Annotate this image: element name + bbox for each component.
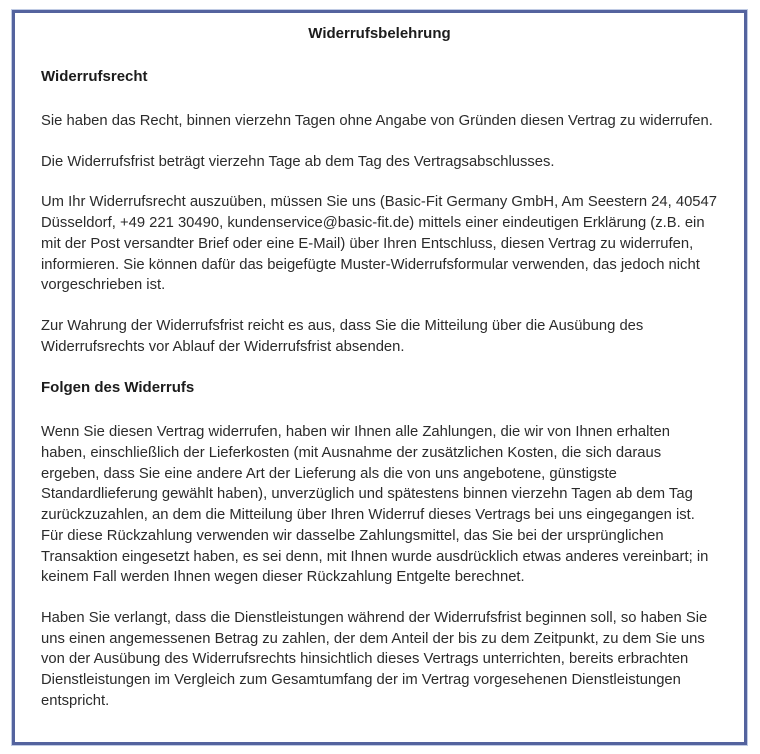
section-heading: Widerrufsrecht (41, 68, 148, 85)
section-folgen-des-widerrufs (41, 377, 718, 711)
section-widerrufsrecht (41, 66, 718, 357)
paragraph: Um Ihr Widerrufsrecht auszuüben, müssen Sie uns (Basic-Fit Germany GmbH, Am Seestern 24, 40547 Düsseldorf, +49 221 30490, kundenservice@basic-fit.de) mittels einer eindeutigen Erklärung (z.B. ein mit der Post versandter Brief oder eine E-Mail) über Ihren Entschluss, diesen Vertrag zu widerrufen, informieren. Sie können dafür das beigefügte Muster-Widerrufsformular verwenden, das jedoch nicht vorgeschrieben ist. (41, 194, 717, 294)
paragraph: Haben Sie verlangt, dass die Dienstleistungen während der Widerrufsfrist beginnen soll, so haben Sie uns einen angemessenen Betrag zu zahlen, der dem Anteil der bis zu dem Zeitpunkt, zu dem Sie uns von der Ausübung des Widerrufsrechts hinsichtlich dieses Vertrags unterrichten, bereits erbrachten Dienstleistungen im Vergleich zum Gesamtumfang der im Vertrag vorgesehenen Dienstleistungen entspricht. (41, 609, 708, 709)
paragraph: Wenn Sie diesen Vertrag widerrufen, haben wir Ihnen alle Zahlungen, die wir von Ihnen erhalten haben, einschließlich der Lieferkosten (mit Ausnahme der zusätzlichen Kosten, die sich daraus ergeben, dass Sie eine andere Art der Lieferung als die von uns angebotene, günstigste Standardlieferung gewählt haben), unverzüglich und spätestens binnen vierzehn Tagen ab dem Tag zurückzuzahlen, an dem die Mitteilung über Ihren Widerruf dieses Vertrags bei uns eingegangen ist. Für diese Rückzahlung verwenden wir dasselbe Zahlungsmittel, das Sie bei der ursprünglichen Transaktion eingesetzt haben, es sei denn, mit Ihnen wurde ausdrücklich etwas anderes vereinbart; in keinem Fall werden Ihnen wegen dieser Rückzahlung Entgelte berechnet. (41, 424, 709, 586)
paragraph: Zur Wahrung der Widerrufsfrist reicht es aus, dass Sie die Mitteilung über die Ausübung des Widerrufsrechts vor Ablauf der Widerrufsfrist absenden. (41, 317, 644, 355)
document-title: Widerrufsbelehrung (308, 25, 451, 42)
paragraph: Sie haben das Recht, binnen vierzehn Tagen ohne Angabe von Gründen diesen Vertrag zu widerrufen. (41, 113, 713, 129)
section-heading: Folgen des Widerrufs (41, 379, 195, 397)
withdrawal-notice-document (12, 10, 747, 745)
paragraph: Die Widerrufsfrist beträgt vierzehn Tage ab dem Tag des Vertragsabschlusses. (41, 153, 555, 170)
